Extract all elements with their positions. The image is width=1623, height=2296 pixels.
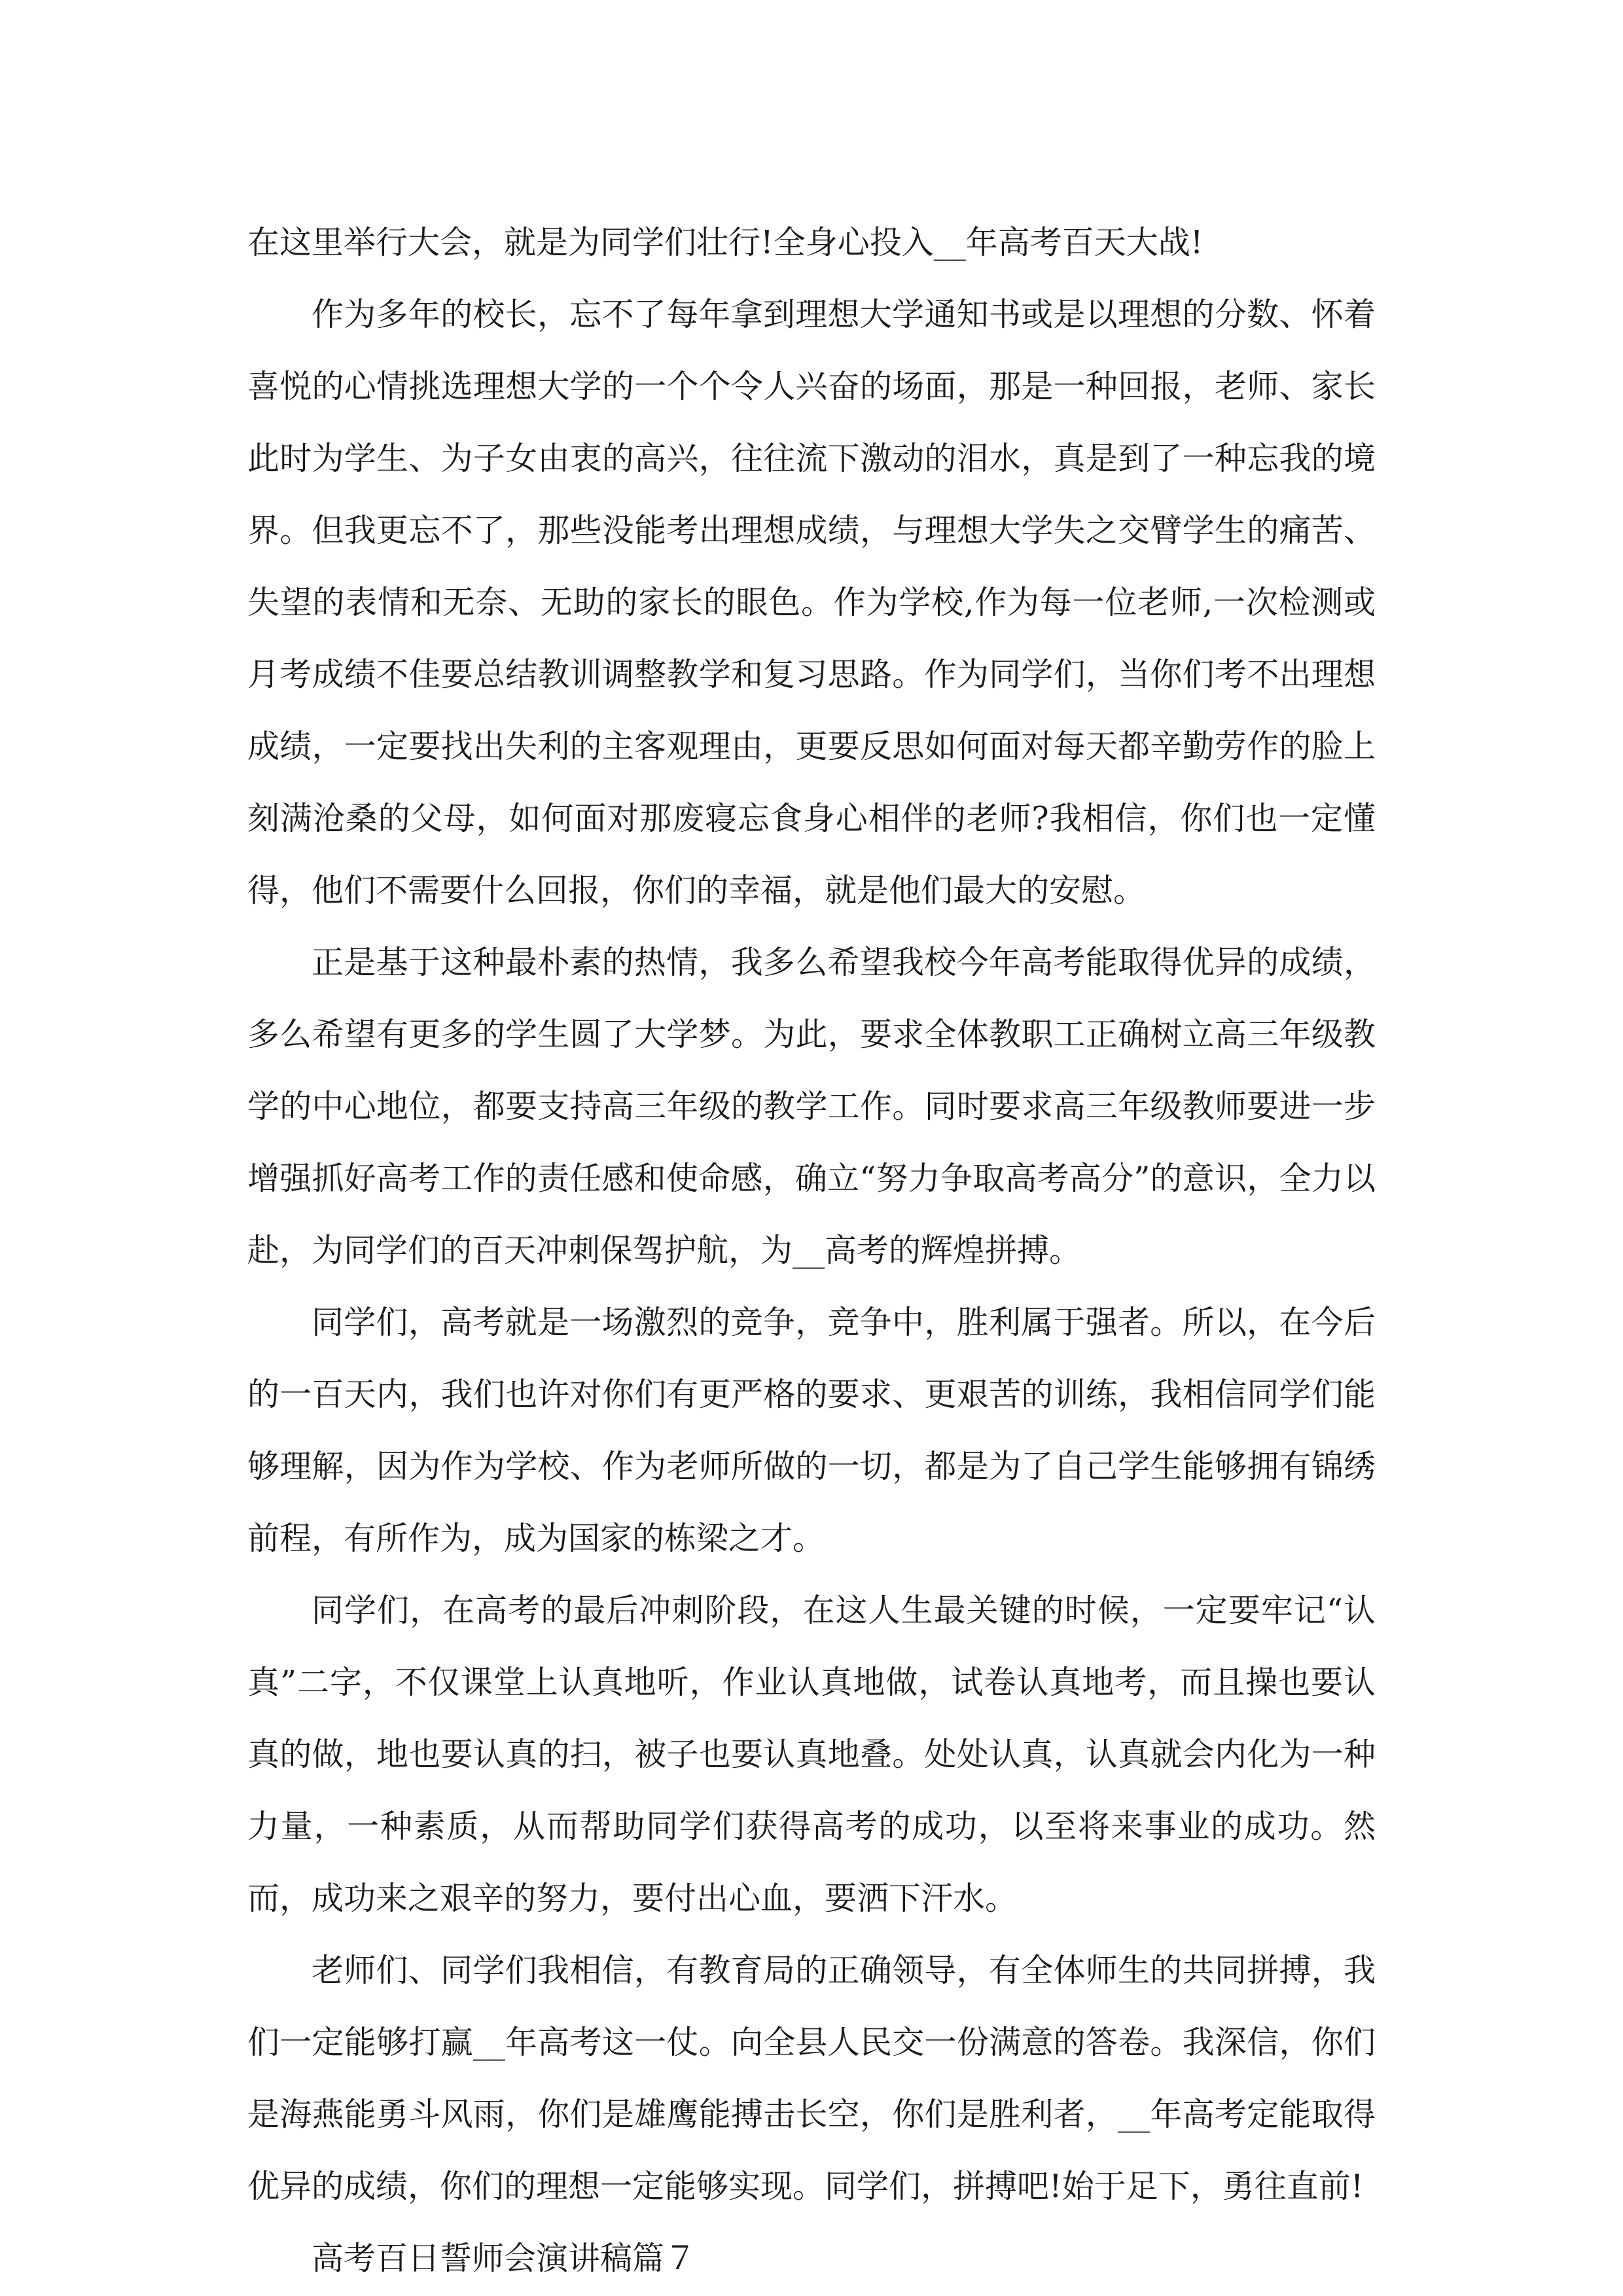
document-page xyxy=(247,207,1376,2295)
paragraph-school-hopes: 正是基于这种最朴素的热情，我多么希望我校今年高考能取得优异的成绩，多么希望有更多的学生圆了大学梦。为此，要求全体教职工正确树立高三年级教学的中心地位，都要支持高三年级的教学工作。同时要求高三年级教师要进一步增强抓好高考工作的责任感和使命感，确立“努力争取高考高分”的意识，全力以赴，为同学们的百天冲刺保驾护航，为__高考的辉煌拼搏。 xyxy=(247,944,1376,1269)
paragraph-competition: 同学们，高考就是一场激烈的竞争，竞争中，胜利属于强者。所以，在今后的一百天内，我们也许对你们有更严格的要求、更艰苦的训练，我相信同学们能够理解，因为作为学校、作为老师所做的一切，都是为了自己学生能够拥有锦绣前程，有所作为，成为国家的栋梁之才。 xyxy=(247,1304,1376,1557)
paragraph-closing: 老师们、同学们我相信，有教育局的正确领导，有全体师生的共同拼搏，我们一定能够打赢__年高考这一仗。向全县人民交一份满意的答卷。我深信，你们是海燕能勇斗风雨，你们是雄鹰能搏击长空，你们是胜利者，__年高考定能取得优异的成绩，你们的理想一定能够实现。同学们，拼搏吧!始于足下，勇往直前! xyxy=(247,1952,1376,2205)
paragraph-earnestness: 同学们，在高考的最后冲刺阶段，在这人生最关键的时候，一定要牢记“认真”二字，不仅课堂上认真地听，作业认真地做，试卷认真地考，而且操也要认真的做，地也要认真的扫，被子也要认真地叠。处处认真，认真就会内化为一种力量，一种素质，从而帮助同学们获得高考的成功，以至将来事业的成功。然而，成功来之艰辛的努力，要付出心血，要洒下汗水。 xyxy=(247,1592,1376,1917)
next-section-title: 高考百日誓师会演讲稿篇７ xyxy=(312,2240,697,2277)
paragraph-principal-memories: 作为多年的校长，忘不了每年拿到理想大学通知书或是以理想的分数、怀着喜悦的心情挑选理想大学的一个个令人兴奋的场面，那是一种回报，老师、家长此时为学生、为子女由衷的高兴，往往流下激动的泪水，真是到了一种忘我的境界。但我更忘不了，那些没能考出理想成绩，与理想大学失之交臂学生的痛苦、失望的表情和无奈、无助的家长的眼色。作为学校,作为每一位老师,一次检测或月考成绩不佳要总结教训调整教学和复习思路。作为同学们，当你们考不出理想成绩，一定要找出失利的主客观理由，更要反思如何面对每天都辛勤劳作的脸上刻满沧桑的父母，如何面对那废寝忘食身心相伴的老师?我相信，你们也一定懂得，他们不需要什么回报，你们的幸福，就是他们最大的安慰。 xyxy=(247,296,1376,909)
continuation-paragraph: 在这里举行大会，就是为同学们壮行!全身心投入__年高考百天大战! xyxy=(247,224,1204,261)
